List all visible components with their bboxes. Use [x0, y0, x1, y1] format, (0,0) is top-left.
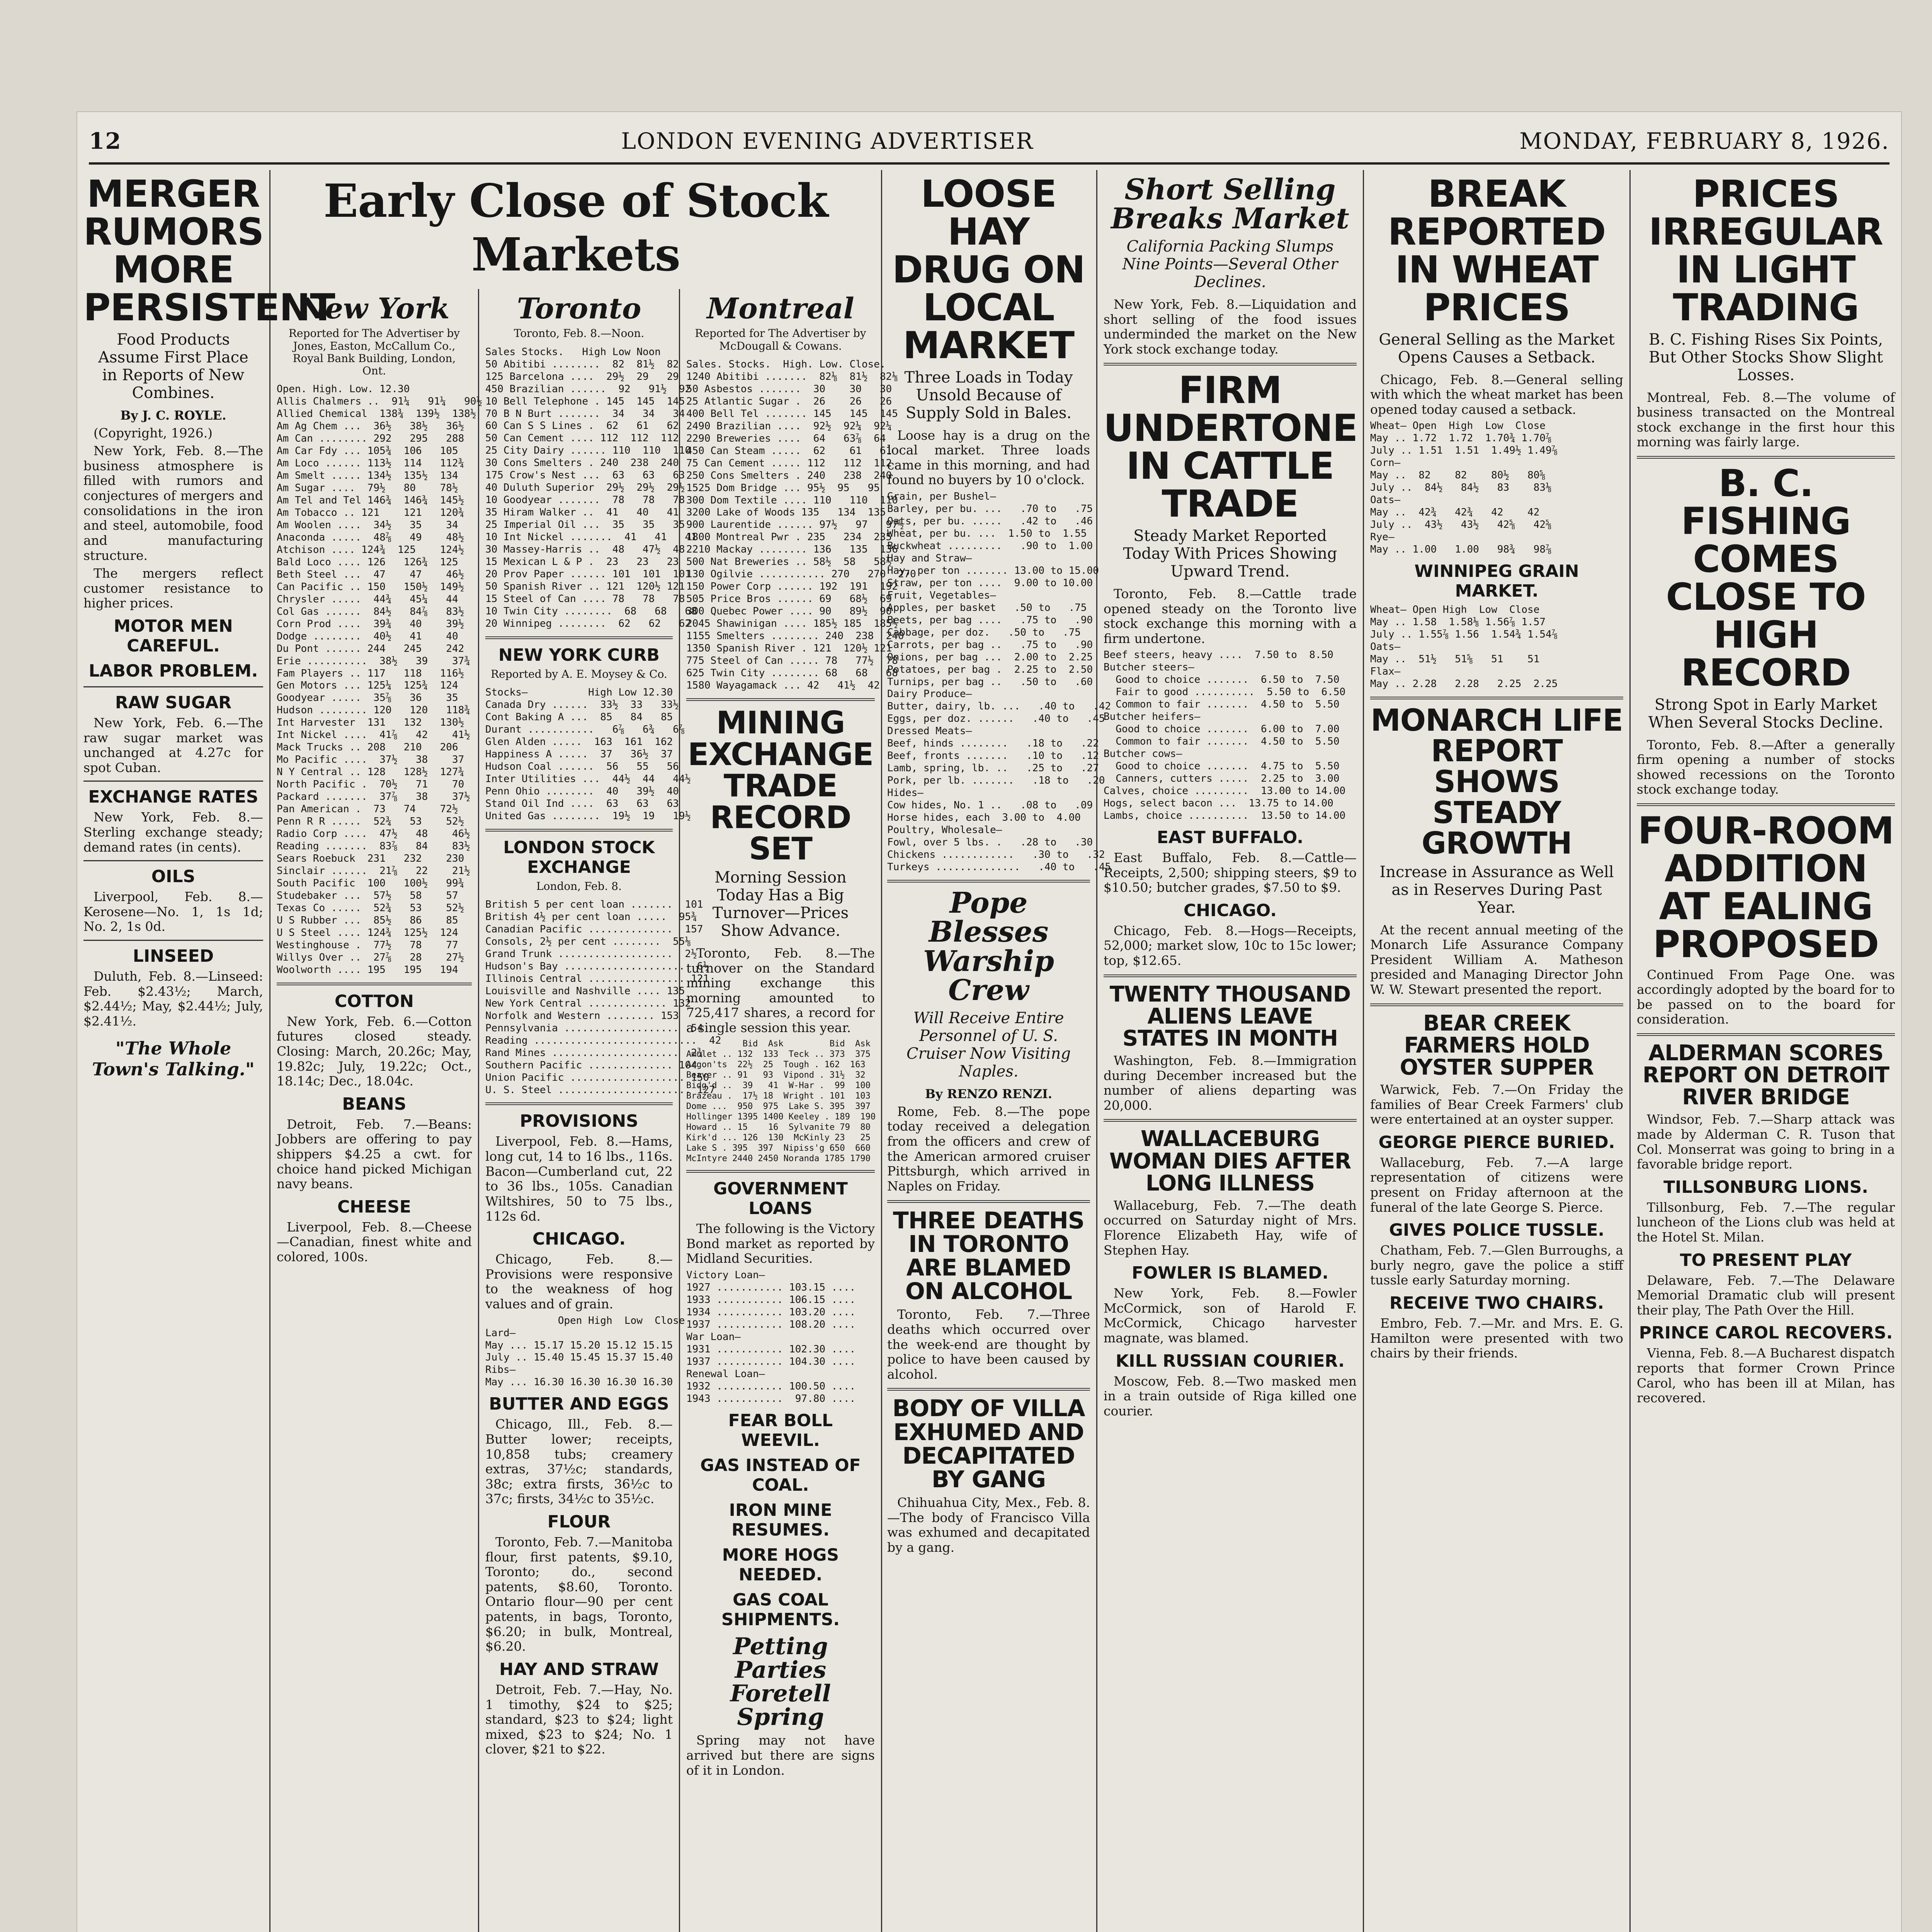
merger-headline: MERGER RUMORS MORE PERSISTENT	[83, 172, 335, 329]
new-york-credit: Reported for The Advertiser by Jones, Easton, McCallum Co., Royal Bank Building, London, Ont.	[288, 327, 460, 378]
petting-text: Spring may not have arrived but there are signs of it in London.	[686, 1733, 875, 1778]
merger-paragraph: The mergers reflect customer resistance to higher prices.	[83, 566, 263, 611]
toronto-header: Sales Stocks. High Low Noon	[485, 346, 661, 358]
bear-creek-headline: BEAR CREEK FARMERS HOLD OYSTER SUPPER	[1400, 1010, 1594, 1080]
stock-markets-block	[270, 170, 916, 1932]
selling-headline: Short Selling Breaks Market	[1111, 173, 1349, 236]
cattle-text: Toronto, Feb. 8.—Cattle trade opened steady on the Toronto live stock exchange this morning with a firm undertone.	[1104, 586, 1357, 646]
chairs-title: RECEIVE TWO CHAIRS.	[1389, 1293, 1604, 1313]
selling-text: New York, Feb. 8.—Liquidation and short selling of the food issues underminded the market on the New York stock exchange today.	[1104, 296, 1357, 357]
cattle-price-table: Beef steers, heavy .... 7.50 to 8.50 Butcher steers— Good to choice ....... 6.50 to 7.50 Fair to good .......... 5.50 to 6.50 Common to fair ....... 4.50 to 5.50 Butcher heifers— Good to choice ....... 6.00 to 7.00 Common to fair ....... 4.50 to 5.50 Butcher cows— Good to choice ....... 4.75 to 5.50 Canners, cutters ..... 2.25 to 3.00 Calves, choice ......... 13.00 to 14.00 Hogs, select bacon ... 13.75 to 14.00 Lambs, choice .......... 13.50 to 14.00	[1104, 649, 1346, 822]
bear-creek-text: Warwick, Feb. 7.—On Friday the families of Bear Creek Farmers' club were entertained at an oyster supper.	[1370, 1082, 1623, 1127]
mining-deck: Morning Session Today Has a Big Turnover—Prices Show Advance.	[712, 868, 849, 940]
deaths-headline: THREE DEATHS IN TORONTO ARE BLAMED ON ALCOHOL	[893, 1207, 1085, 1305]
london-exchange-title: LONDON STOCK EXCHANGE	[503, 837, 655, 877]
cattle-headline: FIRM UNDERTONE IN CATTLE TRADE	[1104, 369, 1358, 526]
curb-credit: Reported by A. E. Moysey & Co.	[491, 667, 667, 680]
provisions-text: Liverpool, Feb. 8.—Hams, long cut, 14 to 16 lbs., 116s. Bacon—Cumberland cut, 22 to 36 lbs., 105s. Canadian Wiltshires, 50 to 75 lbs., 112s 6d.	[485, 1134, 673, 1224]
page-number: 12	[89, 128, 122, 154]
loans-title: GOVERNMENT LOANS	[713, 1179, 848, 1219]
wallaceburg-text: Wallaceburg, Feb. 7.—The death occurred on Saturday night of Mrs. Florence Elizabeth Hay, wife of Stephen Hay.	[1104, 1197, 1357, 1258]
courier-title: KILL RUSSIAN COURIER.	[1116, 1351, 1345, 1371]
ad-tagline: "The Whole Town's Talking."	[92, 1038, 255, 1080]
new-york-column	[270, 289, 483, 1932]
toronto-credit: Toronto, Feb. 8.—Noon.	[514, 327, 645, 340]
masthead	[89, 120, 1889, 165]
flour-text: Toronto, Feb. 7.—Manitoba flour, first patents, $9.10, Toronto; do., second patents, $8.60, Toronto. Ontario flour—90 per cent patents, in bags, Toronto, $6.20; in bulk, Montreal, $6.20.	[485, 1534, 673, 1654]
fishing-headline: B. C. FISHING COMES CLOSE TO HIGH RECORD	[1666, 462, 1866, 694]
coal-shipments-title: GAS COAL SHIPMENTS.	[721, 1590, 840, 1629]
chicago-livestock-text: Chicago, Feb. 8.—Hogs—Receipts, 52,000; market slow, 10c to 15c lower; top, $12.65.	[1104, 923, 1357, 968]
wheat-table: Wheat— Open High Low Close May .. 1.72 1.72 1.70¾ 1.70⅞ July .. 1.51 1.51 1.49½ 1.49⅞ Corn— May .. 82 82 80½ 80⅝ July .. 84½ 84½ 83 83⅛ Oats— May .. 42¾ 42¾ 42 42 July .. 43½ 43½ 42⅝ 42⅝ Rye— May .. 1.00 1.00 98¾ 98⅞	[1370, 420, 1558, 556]
merger-paragraph: New York, Feb. 8.—The business atmosphere is filled with rumors and conjectures of mergers and consolidations in the iron and steel, automobile, food and manufacturing structure.	[83, 443, 263, 563]
exchange-rates-title: EXCHANGE RATES	[88, 787, 259, 807]
cotton-title: COTTON	[335, 991, 414, 1011]
montreal-header: Sales. Stocks. High. Low. Close.	[686, 358, 886, 370]
merger-subhead: MOTOR MEN CAREFUL.	[114, 616, 233, 656]
winnipeg-title: WINNIPEG GRAIN MARKET.	[1414, 561, 1579, 601]
fishing-deck: Strong Spot in Early Market When Several Stocks Decline.	[1648, 696, 1884, 731]
issue-date: MONDAY, FEBRUARY 8, 1926.	[1519, 128, 1889, 154]
cheese-text: Liverpool, Feb. 8.—Cheese—Canadian, finest white and colored, 100s.	[277, 1219, 472, 1265]
monarch-text: At the recent annual meeting of the Monarch Life Assurance Company President William A. Matheson presided and Managing Director John W. W. Stewart presented the report.	[1370, 922, 1623, 997]
linseed-title: LINSEED	[133, 946, 214, 966]
aliens-text: Washington, Feb. 8.—Immigration during December increased but the number of aliens departing was 20,000.	[1104, 1053, 1357, 1113]
aliens-headline: TWENTY THOUSAND ALIENS LEAVE STATES IN MONTH	[1109, 981, 1351, 1051]
mining-text: Toronto, Feb. 8.—The turnover on the Standard mining exchange this morning amounted to 725,417 shares, a record for a single session this year.	[686, 945, 875, 1036]
montreal-column	[680, 289, 916, 1932]
iron-mine-title: IRON MINE RESUMES.	[729, 1500, 832, 1540]
monarch-headline: MONARCH LIFE REPORT SHOWS STEADY GROWTH	[1371, 703, 1623, 861]
new-york-table: Allis Chalmers .. 91¼ 91¼ 90½ Allied Chemical 138¾ 139½ 138½ Am Ag Chem ... 36½ 38½ 36½ Am Can ........ 292 295 288 Am Car Fdy ... 105¾ 106 105 Am Loco ...... 113½ 114 112¾ Am Smelt ..... 134½ 135½ 134 Am Sugar .... 79½ 80 78½ Am Tel and Tel 146¾ 146¾ 145½ Am Tobacco .. 121 121 120¾ Am Woolen .... 34½ 35 34 Anaconda ..... 48⅞ 49 48½ Atchison .... 124¾ 125 124½ Bald Loco .... 126 126¾ 125 Beth Steel ... 47 47 46½ Can Pacific .. 150 150½ 149½ Chrysler ..... 44¾ 45¼ 44 Col Gas ...... 84½ 84⅞ 83½ Corn Prod .... 39¾ 40 39½ Dodge ........ 40½ 41 40 Du Pont ...... 244 245 242 Erie .......... 38½ 39 37¾ Fam Players .. 117 118 116½ Gen Motors ... 125¼ 125¾ 124 Goodyear ..... 35⅞ 36 35 Hudson ........ 120 120 118¾ Int Harvester 131 132 130½ Int Nickel .... 41⅞ 42 41½ Mack Trucks .. 208 210 206 Mo Pacific .... 37½ 38 37 N Y Central .. 128 128½ 127¾ North Pacific . 70½ 71 70 Packard ....... 37⅞ 38 37½ Pan American . 73 74 72½ Penn R R ..... 52¾ 53 52½ Radio Corp .... 47½ 48 46½ Reading ....... 83⅞ 84 83½ Sears Roebuck 231 232 230 Sinclair ...... 21⅞ 22 21½ South Pacific 100 100½ 99¾ Studebaker ... 57½ 58 57 Texas Co ..... 52¾ 53 52½ U S Rubber ... 85½ 86 85 U S Steel .... 124¾ 125½ 124 Westinghouse . 77½ 78 77 Willys Over .. 27⅞ 28 27½ Woolworth .... 195 195 194	[277, 396, 483, 976]
winnipeg-table: Wheat— Open High Low Close May .. 1.58 1.58⅛ 1.56⅞ 1.57 July .. 1.55⅞ 1.56 1.54¾ 1.54⅞ Oats— May .. 51½ 51⅝ 51 51 Flax— May .. 2.28 2.28 2.25 2.25	[1370, 604, 1558, 690]
loans-text: The following is the Victory Bond market as reported by Midland Securities.	[686, 1221, 875, 1266]
chicago-table: Open High Low Close Lard— May ... 15.17 15.20 15.12 15.15 July .. 15.40 15.45 15.37 15.40 Ribs— May ... 16.30 16.30 16.30 16.30	[485, 1315, 685, 1388]
fishing-text: Toronto, Feb. 8.—After a generally firm opening a number of stocks showed recessions on the Toronto stock exchange today.	[1637, 737, 1895, 797]
buffalo-text: East Buffalo, Feb. 8.—Cattle—Receipts, 2,500; shipping steers, $9 to $10.50; butcher grades, $7.50 to $9.	[1104, 850, 1357, 895]
paper-name: LONDON EVENING ADVERTISER	[621, 128, 1034, 154]
selling-deck: California Packing Slumps Nine Points—Several Other Declines.	[1122, 237, 1338, 291]
curb-title: NEW YORK CURB	[498, 645, 660, 665]
oils-title: OILS	[151, 867, 196, 887]
montreal-title: Montreal	[707, 292, 854, 325]
tussle-text: Chatham, Feb. 7.—Glen Burroughs, a burly negro, gave the police a stiff tussle early Saturday morning.	[1370, 1243, 1623, 1288]
wallaceburg-headline: WALLACEBURG WOMAN DIES AFTER LONG ILLNESS	[1109, 1126, 1351, 1196]
gas-coal-title: GAS INSTEAD OF COAL.	[700, 1455, 861, 1495]
hay-headline: LOOSE HAY DRUG ON LOCAL MARKET	[892, 172, 1085, 367]
column-wheat	[1364, 170, 1631, 1932]
courier-text: Moscow, Feb. 8.—Two masked men in a train outside of Riga killed one courier.	[1104, 1373, 1357, 1418]
buffalo-title: EAST BUFFALO.	[1156, 828, 1304, 847]
tussle-title: GIVES POLICE TUSSLE.	[1389, 1220, 1605, 1240]
cheese-title: CHEESE	[337, 1197, 411, 1217]
beans-title: BEANS	[342, 1094, 406, 1114]
petting-headline: Petting Parties Foretell Spring	[730, 1633, 831, 1731]
prince-text: Vienna, Feb. 8.—A Bucharest dispatch reports that former Crown Prince Carol, who has been ill at Milan, has recovered.	[1637, 1345, 1895, 1406]
deaths-text: Toronto, Feb. 7.—Three deaths which occurred over the week-end are thought by police to have been caused by alcohol.	[887, 1307, 1090, 1382]
chairs-text: Embro, Feb. 7.—Mr. and Mrs. E. G. Hamilton were presented with two chairs by their friends.	[1370, 1316, 1623, 1361]
more-hogs-title: MORE HOGS NEEDED.	[722, 1545, 839, 1585]
exchange-rates-text: New York, Feb. 8.—Sterling exchange steady; demand rates (in cents).	[83, 810, 263, 855]
villa-text: Chihuahua City, Mex., Feb. 8.—The body of Francisco Villa was exhumed and decapitated by a gang.	[887, 1495, 1090, 1555]
pierce-text: Wallaceburg, Feb. 7.—A large representation of citizens were present on Friday afternoon at the funeral of the late George S. Pierce.	[1370, 1155, 1623, 1215]
fowler-text: New York, Feb. 8.—Fowler McCormick, son of Harold F. McCormick, Chicago harvester magnate, was blamed.	[1104, 1286, 1357, 1346]
curb-table: Stocks— High Low 12.30 Canada Dry ...... 33½ 33 33½ Cont Baking A ... 85 84 85 Durant ........... 6⅞ 6¾ 6⅞ Glen Alden ..... 163 161 162 Happiness A ..... 37 36½ 37 Hudson Coal ...... 56 55 56 Inter Utilities ... 44½ 44 44½ Penn Ohio ........ 40 39½ 40 Stand Oil Ind .... 63 63 63 United Gas ........ 19½ 19 19½	[485, 687, 691, 822]
linseed-text: Duluth, Feb. 8.—Linseed: Feb. $2.43½; March, $2.44½; May, $2.44½; July, $2.41½.	[83, 969, 263, 1029]
mining-headline: MINING EXCHANGE TRADE RECORD SET	[687, 705, 874, 867]
prince-title: PRINCE CAROL RECOVERS.	[1639, 1323, 1893, 1343]
pierce-title: GEORGE PIERCE BURIED.	[1378, 1132, 1615, 1152]
toronto-column	[479, 289, 721, 1932]
pope-text: Rome, Feb. 8.—The pope today received a delegation from the officers and crew of the American armored cruiser Pittsburgh, which arrived in Naples on Friday.	[887, 1104, 1090, 1194]
pope-deck: Will Receive Entire Personnel of U. S. Cruiser Now Visiting Naples.	[906, 1009, 1071, 1080]
fowler-title: FOWLER IS BLAMED.	[1131, 1263, 1329, 1283]
irregular-headline: PRICES IRREGULAR IN LIGHT TRADING	[1648, 172, 1883, 329]
column-merger	[77, 170, 335, 1932]
alderman-headline: ALDERMAN SCORES REPORT ON DETROIT RIVER BRIDGE	[1643, 1041, 1889, 1110]
monarch-deck: Increase in Assurance as Well as in Reserves During Past Year.	[1379, 863, 1614, 917]
raw-sugar-title: RAW SUGAR	[115, 692, 232, 713]
merger-subhead: LABOR PROBLEM.	[88, 661, 258, 681]
column-selling	[1097, 170, 1364, 1932]
tillsonburg-text: Tillsonburg, Feb. 7.—The regular luncheon of the Lions club was held at the Hotel St. Milan.	[1637, 1199, 1895, 1245]
mining-table: Bid Ask Bid Ask Amulet .. 132 133 Teck .. 373 375 Argon'ts 22½ 25 Tough . 162 163 Beaver .. 91 93 Vipond . 31½ 32 Bidg'd .. 39 41 W-Har . 99 100 Brazeau . 17½ 18 Wright . 101 103 Dome ... 950 975 Lake S. 395 397 Hollinger 1395 1400 Keeley . 189 190 Howard .. 15 16 Sylvanite 79 80 Kirk'd ... 126 130 McKinly 23 25 Lake S . 395 397 Nipiss'g 650 660 McIntyre 2440 2450 Noranda 1785 1790	[686, 1039, 876, 1164]
toronto-table: 50 Abitibi ........ 82 81½ 82 125 Barcelona .... 29½ 29 29 450 Brazilian ...... 92 91½ 92 10 Bell Telephone . 145 145 145 70 B N Burt ....... 34 34 34 60 Can S S Lines . 62 61 62 50 Can Cement .... 112 112 112 25 City Dairy ...... 110 110 110 30 Cons Smelters . 240 238 240 175 Crow's Nest ... 63 63 63 40 Duluth Superior 29½ 29½ 29½ 10 Goodyear ....... 78 78 78 35 Hiram Walker .. 41 40 41 25 Imperial Oil ... 35 35 35 10 Int Nickel ....... 41 41 41 30 Massey-Harris .. 48 47½ 48 15 Mexican L & P . 23 23 23 20 Prov Paper ...... 101 101 101 50 Spanish River .. 121 120½ 121 15 Steel of Can .... 78 78 78 10 Twin City ........ 68 68 68 20 Winnipeg ........ 62 62 62	[485, 358, 697, 629]
column-hay	[881, 170, 1111, 1932]
wheat-headline: BREAK REPORTED IN WHEAT PRICES	[1388, 172, 1606, 329]
new-york-header: Open. High. Low. 12.30	[277, 383, 410, 395]
alderman-text: Windsor, Feb. 7.—Sharp attack was made by Alderman C. R. Tuson that Col. Monserrat was going to bring in a favorable bridge report.	[1637, 1112, 1895, 1172]
markets-banner: Early Close of Stock Markets	[323, 174, 828, 281]
merger-byline: By J. C. ROYLE.	[120, 408, 226, 423]
oils-text: Liverpool, Feb. 8.—Kerosene—No. 1, 1s 1d; No. 2, 1s 0d.	[83, 889, 263, 934]
pope-headline: Pope Blesses Warship Crew	[923, 886, 1054, 1007]
merger-deck: Food Products Assume First Place in Reports of New Combines.	[98, 330, 248, 402]
toronto-title: Toronto	[517, 292, 641, 325]
wheat-text: Chicago, Feb. 8.—General selling with which the wheat market has been opened today caused a setback.	[1370, 372, 1623, 417]
hay-deck: Three Loads in Today Unsold Because of Supply Sold in Bales.	[904, 368, 1073, 422]
hay-price-table: Grain, per Bushel— Barley, per bu. ... .70 to .75 Oats, per bu. ..... .42 to .46 Wheat, per bu. ... 1.50 to 1.55 Buckwheat ......... .90 to 1.00 Hay and Straw— Hay, per ton ....... 13.00 to 15.00 Straw, per ton .... 9.00 to 10.00 Fruit, Vegetables— Apples, per basket .50 to .75 Beets, per bag .... .75 to .90 Cabbage, per doz. .50 to .75 Carrots, per bag .. .75 to .90 Onions, per bag ... 2.00 to 2.25 Potatoes, per bag . 2.25 to 2.50 Turnips, per bag .. .50 to .60 Dairy Produce— Butter, dairy, lb. ... .40 to .42 Eggs, per doz. ...... .40 to .45 Dressed Meats— Beef, hinds ........ .18 to .22 Beef, fronts ....... .10 to .12 Lamb, spring, lb. .. .25 to .27 Pork, per lb. ....... .18 to .20 Hides— Cow hides, No. 1 .. .08 to .09 Horse hides, each 3.00 to 4.00 Poultry, Wholesale— Fowl, over 5 lbs. . .28 to .30 Chickens ............ .30 to .32 Turkeys .............. .40 to .45	[887, 490, 1111, 873]
london-exchange-credit: London, Feb. 8.	[536, 879, 622, 893]
ealing-headline: FOUR-ROOM ADDITION AT EALING PROPOSED	[1638, 809, 1894, 966]
raw-sugar-text: New York, Feb. 6.—The raw sugar market was unchanged at 4.27c for spot Cuban.	[83, 715, 263, 775]
wheat-deck: General Selling as the Market Opens Causes a Setback.	[1379, 330, 1615, 366]
villa-headline: BODY OF VILLA EXHUMED AND DECAPITATED BY GANG	[892, 1395, 1085, 1493]
merger-paragraph: (Copyright, 1926.)	[94, 425, 213, 440]
irregular-text: Montreal, Feb. 8.—The volume of business transacted on the Montreal stock exchange in the first hour this morning was fairly large.	[1637, 389, 1895, 450]
cattle-deck: Steady Market Reported Today With Prices Showing Upward Trend.	[1123, 527, 1337, 580]
chicago-text: Chicago, Feb. 8.—Provisions were responsive to the weakness of hog values and of grain.	[485, 1252, 673, 1311]
column-irregular	[1631, 170, 1901, 1932]
provisions-title: PROVISIONS	[520, 1111, 638, 1131]
play-text: Delaware, Feb. 7.—The Delaware Memorial Dramatic club will present their play, The Path Over the Hill.	[1637, 1272, 1895, 1318]
hay-text: Loose hay is a drug on the local market. Three loads came in this morning, and had found no buyers by 10 o'clock.	[887, 427, 1090, 488]
butter-text: Chicago, Ill., Feb. 8.—Butter lower; receipts, 10,858 tubs; creamery extras, 37½c; standards, 38c; extra firsts, 36½c to 37c; firsts, 34½c to 35½c.	[485, 1417, 673, 1507]
hay-straw-title: HAY AND STRAW	[499, 1659, 659, 1679]
tillsonburg-title: TILLSONBURG LIONS.	[1663, 1177, 1868, 1197]
london-exchange-table: British 5 per cent loan ....... 101 British 4½ per cent loan ..... 95¾ Canadian Pacific .............. 157 Consols, 2½ per cent ........ 55⅛ Grand Trunk ................... 2½ Hudson's Bay .................... 6½ Illinois Central ................ 121 Louisville and Nashville .... 135 New York Central ............. 132 Norfolk and Western ........ 153 Pennsylvania ................... 54 Reading ........................... 42 Rand Mines ..................... 2¾ Southern Pacific .............. 104 Union Pacific ................... 150 U. S. Steel ...................... 127	[485, 898, 721, 1096]
play-title: TO PRESENT PLAY	[1680, 1250, 1852, 1270]
irregular-deck: B. C. Fishing Rises Six Points, But Other Stocks Show Slight Losses.	[1648, 330, 1883, 384]
chicago-livestock-title: CHICAGO.	[1183, 900, 1277, 920]
montreal-table: 1240 Abitibi ....... 82⅛ 81½ 82⅛ 50 Asbestos ....... 30 30 30 25 Atlantic Sugar . 26 26 26 400 Bell Tel ....... 145 145 145 2490 Brazilian .... 92½ 92¼ 92¼ 2290 Breweries .... 64 63⅞ 64 450 Can Steam ..... 62 61 61 75 Can Cement ..... 112 112 112 250 Cons Smelters . 240 238 240 1525 Dom Bridge ... 95½ 95 95 300 Dom Textile .... 110 110 110 3200 Lake of Woods 135 134 135 900 Laurentide ...... 97½ 97 97½ 1800 Montreal Pwr . 235 234 235 2210 Mackay ........ 136 135 136 500 Nat Breweries .. 58½ 58 58½ 130 Ogilvie ........... 270 270 270 150 Power Corp ...... 192 191 192 505 Price Bros ...... 69 68½ 69 300 Quebec Power .... 90 89½ 90 2045 Shawinigan .... 185½ 185 185½ 1155 Smelters ........ 240 238 240 1350 Spanish River . 121 120½ 121 775 Steel of Can ..... 78 77½ 78 625 Twin City ........ 68 68 68 1580 Wayagamack ... 42 41½ 42	[686, 371, 916, 692]
loans-table: Victory Loan— 1927 ........... 103.15 .... 1933 ........... 106.15 .... 1934 ........... 103.20 .... 1937 ........... 108.20 .... War Loan— 1931 ........... 102.30 .... 1937 ........... 104.30 .... Renewal Loan— 1932 ........... 100.50 .... 1943 ........... 97.80 ....	[686, 1269, 856, 1405]
newspaper-page	[77, 112, 1901, 1932]
pope-byline: By RENZO RENZI.	[925, 1086, 1053, 1101]
flour-title: FLOUR	[547, 1512, 611, 1532]
montreal-credit: Reported for The Advertiser by McDougall & Cowans.	[695, 327, 866, 352]
new-york-title: New York	[299, 292, 450, 325]
ealing-text: Continued From Page One. was accordingly adopted by the board for to be passed on to the board for consideration.	[1637, 967, 1895, 1027]
butter-title: BUTTER AND EGGS	[489, 1394, 669, 1414]
cotton-text: New York, Feb. 6.—Cotton futures closed steady. Closing: March, 20.26c; May, 19.82c; July, 19.22c; Oct., 18.14c; Dec., 18.04c.	[277, 1014, 472, 1089]
boll-weevil-title: FEAR BOLL WEEVIL.	[728, 1410, 833, 1450]
hay-straw-text: Detroit, Feb. 7.—Hay, No. 1 timothy, $24 to $25; standard, $23 to $24; light mixed, $23 to $24; No. 1 clover, $21 to $22.	[485, 1682, 673, 1757]
beans-text: Detroit, Feb. 7.—Beans: Jobbers are offering to pay shippers $4.25 a cwt. for choice hand picked Michigan navy beans.	[277, 1116, 472, 1192]
chicago-title: CHICAGO.	[532, 1229, 626, 1249]
